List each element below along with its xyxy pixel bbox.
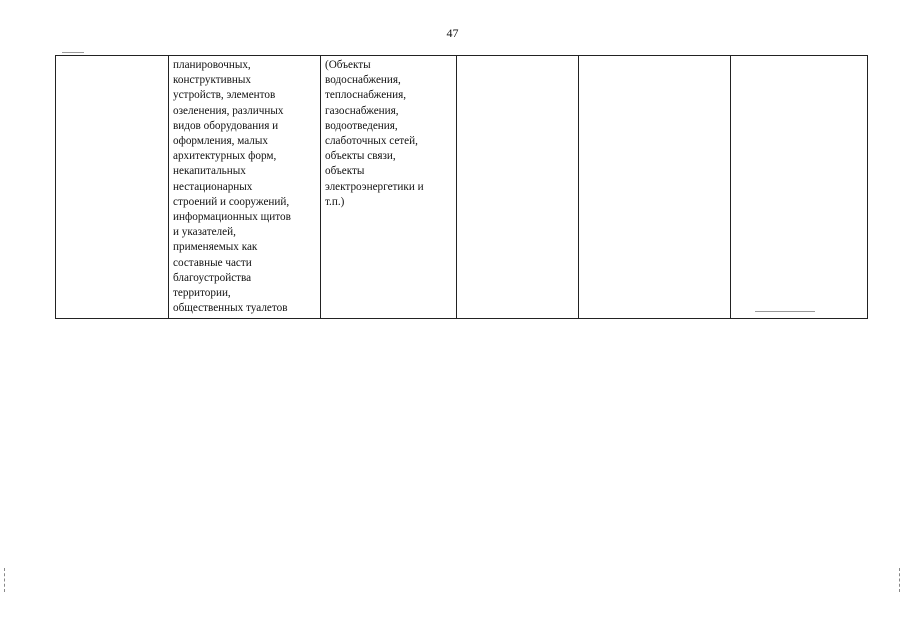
table-row bbox=[56, 56, 868, 319]
scan-edge-mark-right bbox=[899, 568, 901, 592]
page-number: 47 bbox=[446, 26, 459, 40]
document-table bbox=[55, 55, 868, 319]
table-cell-col6 bbox=[731, 56, 868, 319]
table-cell-col1 bbox=[56, 56, 169, 319]
scan-artifact-line bbox=[62, 52, 84, 53]
table-cell-col4 bbox=[457, 56, 579, 319]
table-cell-col2: планировочных, конструктивных устройств, элементов озеленения, различных видов оборудования и оформления, малых архитектурных форм, некапитальных нестационарных строений и сооружений, информационных щитов и указателей, применяемых как составные части благоустройства территории, общественных туалетов bbox=[169, 56, 321, 319]
scan-edge-mark-left bbox=[4, 568, 6, 592]
table-cell-col3: (Объекты водоснабжения, теплоснабжения, газоснабжения, водоотведения, слаботочных сетей, объекты связи, объекты электроэнергетики и т.п.) bbox=[321, 56, 457, 319]
table-cell-col5 bbox=[579, 56, 731, 319]
